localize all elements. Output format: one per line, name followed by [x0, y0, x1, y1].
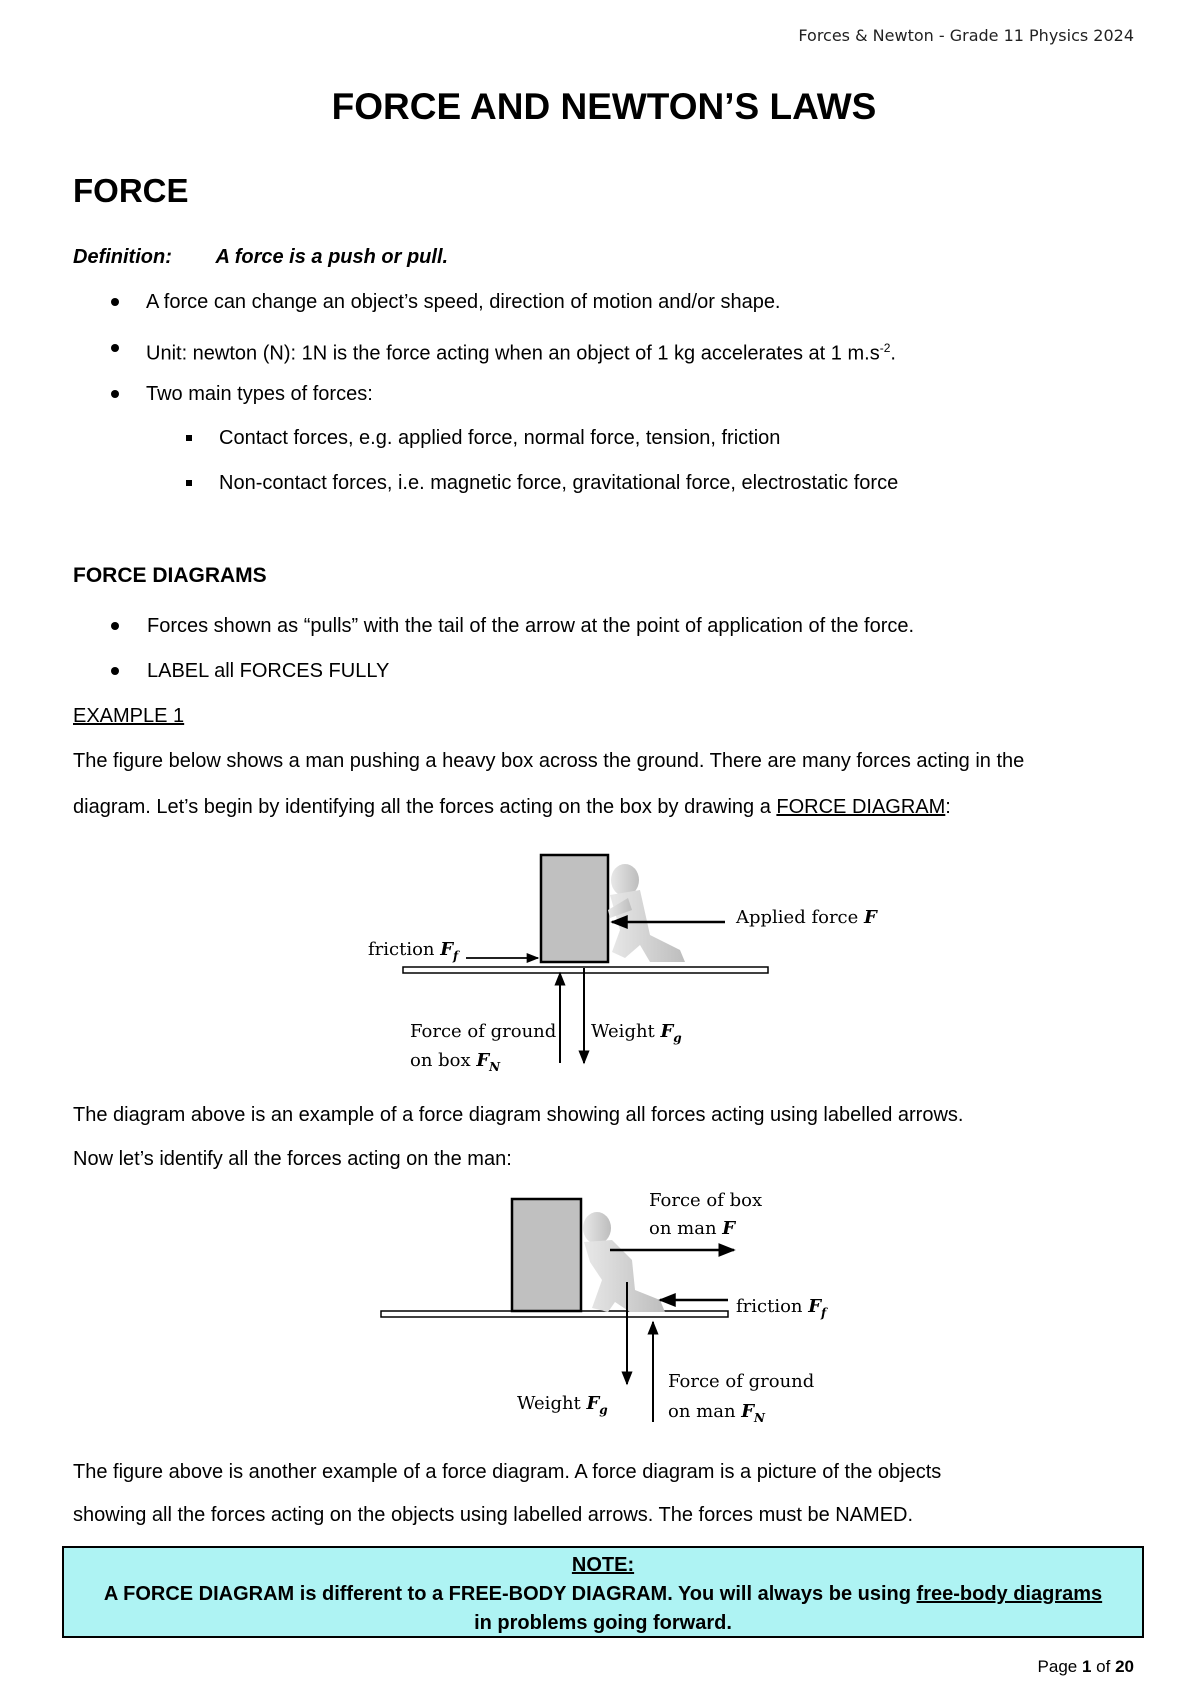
box-on-man-label-2: on man F: [649, 1218, 736, 1239]
box: [541, 855, 608, 962]
paragraph: The figure above is another example of a force diagram. A force diagram is a picture of the objects: [73, 1461, 942, 1483]
force-diagram-term: FORCE DIAGRAM: [776, 796, 946, 818]
running-header: Forces & Newton - Grade 11 Physics 2024: [798, 26, 1134, 45]
page-label: Page: [1037, 1657, 1082, 1676]
box-on-man-label: Force of box: [649, 1190, 763, 1211]
applied-force-label: Applied force F: [736, 907, 877, 928]
paragraph: The diagram above is an example of a force diagram showing all forces acting using labelled arrows.: [73, 1104, 964, 1126]
sub-bullet-text: Non-contact forces, i.e. magnetic force, gravitational force, electrostatic force: [219, 472, 899, 494]
page-number: [1038, 1657, 1134, 1677]
free-body-term: free-body diagrams: [916, 1583, 1103, 1605]
section-heading-force: FORCE: [73, 172, 189, 209]
normal-force-label: Force of ground: [410, 1021, 557, 1042]
note-line-1: [64, 1580, 1142, 1609]
bullet-text: Forces shown as “pulls” with the tail of the arrow at the point of application of the force.: [147, 615, 915, 637]
note-line-2: in problems going forward.: [474, 1612, 732, 1634]
note-label: NOTE:: [571, 1554, 635, 1576]
example-label: EXAMPLE 1: [73, 705, 185, 727]
bullet-text: A force can change an object’s speed, direction of motion and/or shape.: [146, 291, 781, 313]
note-box: [62, 1546, 1144, 1638]
unit-end: .: [890, 342, 896, 365]
diagram-man-forces: [381, 1190, 828, 1425]
total-pages: 20: [1115, 1657, 1134, 1676]
definition-text: A force is a push or pull.: [215, 246, 449, 268]
diagram-box-forces: [368, 855, 878, 1074]
weight-label: Weight $F_g$: [591, 1021, 682, 1045]
normal-force-label-2: on box $F_N$: [410, 1050, 501, 1074]
section-heading-force-diagrams: FORCE DIAGRAMS: [73, 564, 267, 587]
friction-label: friction $F_f$: [368, 939, 459, 963]
definition-label: Definition:: [73, 246, 172, 268]
bullet-text: Two main types of forces:: [146, 383, 373, 405]
box: [512, 1199, 581, 1311]
man-figure: [608, 864, 685, 962]
ground: [403, 967, 768, 973]
normal-force-label: Force of ground: [668, 1371, 815, 1392]
paragraph-end: :: [945, 796, 951, 818]
weight-label: Weight $F_g$: [517, 1393, 608, 1417]
normal-force-label-2: on man $F_N$: [668, 1401, 766, 1425]
unit-text: Unit: newton (N): 1N is the force acting when an object of 1 kg accelerates at 1 m.s: [146, 342, 880, 365]
sub-bullet-text: Contact forces, e.g. applied force, normal force, tension, friction: [219, 427, 781, 449]
paragraph: The figure below shows a man pushing a heavy box across the ground. There are many forces acting in the: [73, 750, 1025, 772]
paragraph-text: diagram. Let’s begin by identifying all the forces acting on the box by drawing a: [73, 796, 777, 818]
of-label: of: [1091, 1657, 1116, 1676]
bullet-text: LABEL all FORCES FULLY: [147, 660, 390, 682]
unit-superscript: -2: [879, 341, 891, 355]
page-title: FORCE AND NEWTON’S LAWS: [331, 86, 877, 127]
current-page: 1: [1081, 1657, 1092, 1676]
paragraph: showing all the forces acting on the objects using labelled arrows. The forces must be NAMED.: [73, 1504, 914, 1526]
paragraph: Now let’s identify all the forces acting on the man:: [73, 1148, 512, 1170]
friction-label: friction $F_f$: [736, 1296, 827, 1320]
note-text: A FORCE DIAGRAM is different to a FREE-BODY DIAGRAM. You will always be using: [103, 1583, 917, 1605]
